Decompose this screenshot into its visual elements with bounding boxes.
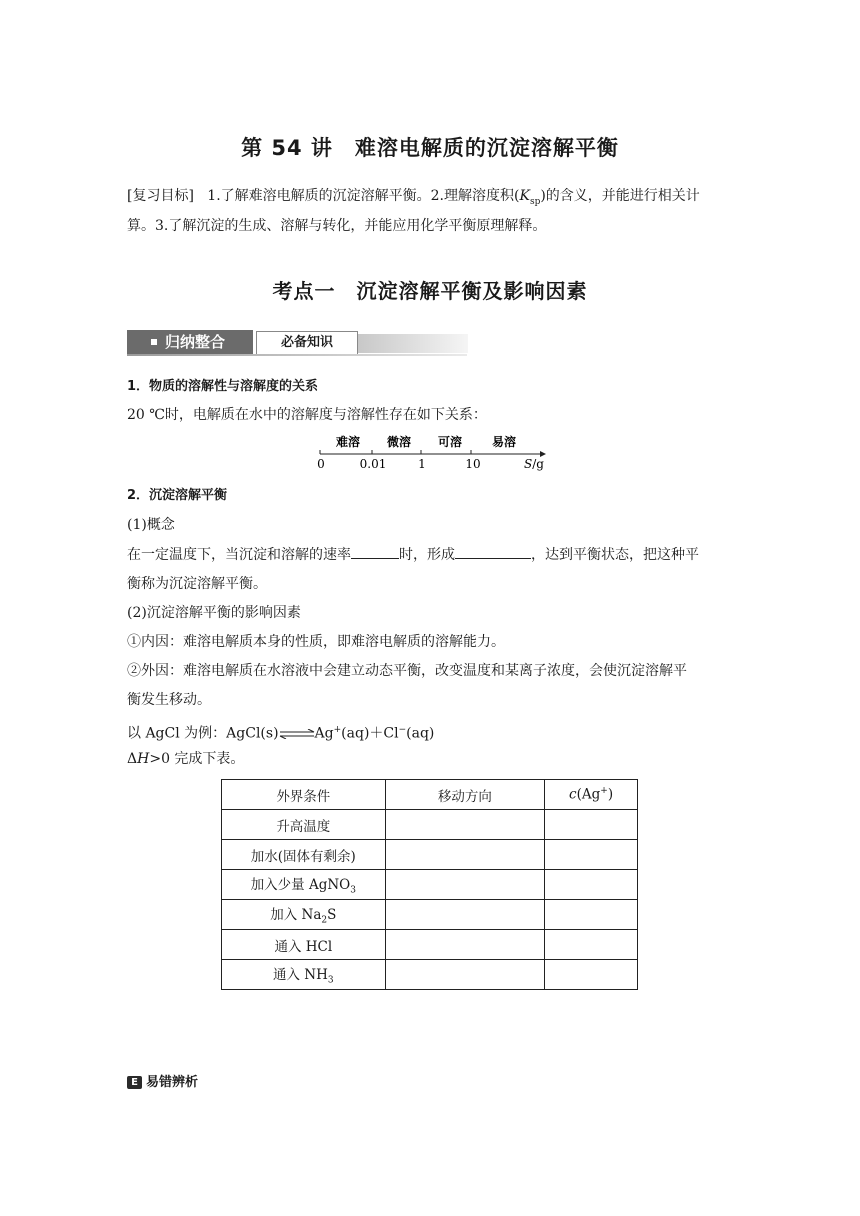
table-row: [222, 900, 638, 930]
concept-heading: (1)概念: [127, 517, 175, 533]
answer-cell[interactable]: [385, 840, 545, 870]
table-header: 外界条件: [222, 780, 386, 810]
condition-cell: 通入 HCl: [222, 930, 386, 960]
answer-cell[interactable]: [385, 900, 545, 930]
internal-factor: ①内因：难溶电解质本身的性质，即难溶电解质的溶解能力。: [127, 634, 505, 650]
condition-cell: 通入 $NH_3$: [222, 960, 386, 990]
condition-cell: 升高温度: [222, 810, 386, 840]
enthalpy-note: ΔH>0 完成下表。: [127, 751, 245, 767]
concept-text-2: 衡称为沉淀溶解平衡。: [127, 576, 267, 592]
scale-category: 难溶: [335, 435, 361, 449]
equilibrium-equation: 以 AgCl 为例：AgCl(s) Ag+(aq)＋Cl−(aq): [127, 725, 435, 742]
objectives-label: [复习目标]: [127, 188, 194, 204]
external-factor: ②外因：难溶电解质在水溶液中会建立动态平衡，改变温度和某离子浓度，会使沉淀溶解平: [127, 663, 687, 679]
factors-heading: (2)沉淀溶解平衡的影响因素: [127, 605, 301, 621]
answer-blank[interactable]: [455, 544, 531, 559]
answer-cell[interactable]: [545, 840, 638, 870]
answer-cell[interactable]: [545, 870, 638, 900]
table-row: [222, 870, 638, 900]
review-objectives: [复习目标] 1.了解难溶电解质的沉淀溶解平衡。2.理解溶度积$(K_{sp})$的含义，并能进行相关计: [127, 188, 700, 207]
banner-knowledge: 必备知识: [256, 331, 358, 355]
condition-cell: 加入 $Na_2S$: [222, 900, 386, 930]
table-header: 移动方向: [385, 780, 545, 810]
scale-category: 可溶: [437, 435, 463, 449]
condition-cell: 加入少量 AgNO$_3$: [222, 870, 386, 900]
solubility-scale: [300, 430, 560, 474]
scale-axis-label: S/g: [524, 457, 544, 471]
scale-tick-label: 10: [465, 457, 481, 471]
answer-blank[interactable]: [351, 544, 399, 559]
table-row: [222, 930, 638, 960]
table-row: [222, 960, 638, 990]
scale-tick-label: 1: [418, 457, 426, 471]
answer-cell[interactable]: [385, 960, 545, 990]
error-analysis-icon: E: [127, 1076, 142, 1089]
answer-cell[interactable]: [385, 810, 545, 840]
answer-cell[interactable]: [545, 900, 638, 930]
concept-text: 在一定温度下，当沉淀和溶解的速率 时，形成 ，达到平衡状态，把这种平: [127, 544, 737, 565]
banner-fade: [358, 334, 468, 353]
scale-tick-label: 0: [317, 457, 325, 471]
error-analysis-heading: E 易错辨析: [127, 1071, 198, 1090]
answer-cell[interactable]: [385, 930, 545, 960]
equilibrium-arrow-icon: [279, 729, 315, 739]
table-row: [222, 810, 638, 840]
table-header-row: [222, 780, 638, 810]
section-title: 考点一 沉淀溶解平衡及影响因素: [272, 279, 588, 303]
section-banner: [127, 330, 467, 356]
table-header: c(Ag+): [545, 780, 638, 810]
answer-cell[interactable]: [545, 810, 638, 840]
answer-cell[interactable]: [545, 960, 638, 990]
scale-category: 易溶: [491, 435, 517, 449]
banner-underline: [127, 354, 467, 356]
item1-text: 20 ℃时，电解质在水中的溶解度与溶解性存在如下关系：: [127, 407, 487, 423]
answer-cell[interactable]: [545, 930, 638, 960]
square-bullet-icon: [151, 339, 157, 345]
external-factor-2: 衡发生移动。: [127, 692, 211, 708]
review-objectives-line2: 算。3.了解沉淀的生成、溶解与转化，并能应用化学平衡原理解释。: [127, 218, 547, 234]
banner-summary: 归纳整合: [127, 330, 253, 354]
scale-tick-label: 0.01: [359, 457, 387, 471]
condition-cell: 加水(固体有剩余): [222, 840, 386, 870]
item1-heading: 1．物质的溶解性与溶解度的关系: [127, 379, 319, 394]
page-title: 第 54 讲 难溶电解质的沉淀溶解平衡: [241, 136, 619, 160]
scale-category: 微溶: [386, 435, 412, 449]
table-row: [222, 840, 638, 870]
item2-heading: 2．沉淀溶解平衡: [127, 488, 228, 503]
answer-cell[interactable]: [385, 870, 545, 900]
conditions-table: [221, 779, 638, 990]
